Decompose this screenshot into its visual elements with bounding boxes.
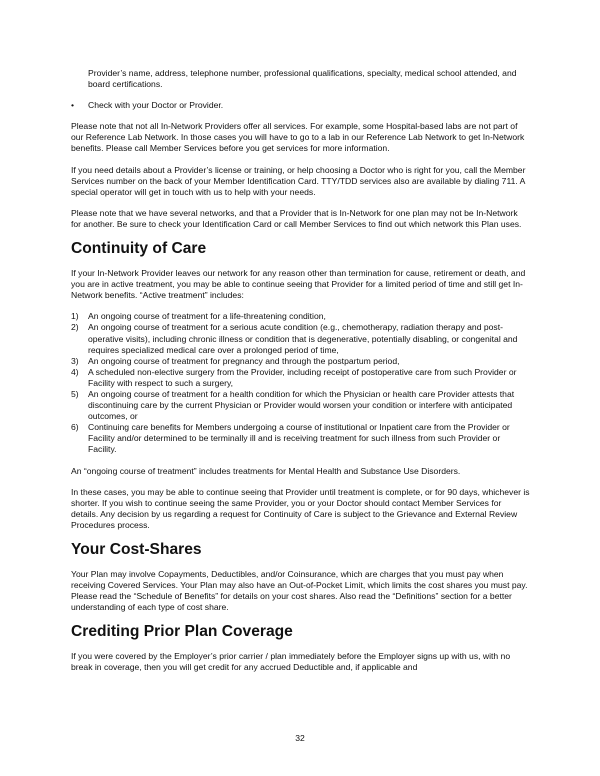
list-item [71,422,530,455]
document-page [71,68,530,684]
paragraph-continuity-intro: If your In-Network Provider leaves our network for any reason other than termination for cause, retirement or death, and you are in active treatment, you may be able to continue seeing that Provider for a limited period of time and still get In-Network benefits. “Active treatment” includes: [71,268,526,301]
list-item-text: An ongoing course of treatment for a life-threatening condition, [88,311,326,322]
list-item-text: An ongoing course of treatment for a serious acute condition (e.g., chemotherapy, radiation therapy and post-operative visits), including chronic illness or condition that is degenerative, potentially disabling, or congenital and requires specialized medical care over a prolonged period of time, [88,322,518,355]
list-item-text: An ongoing course of treatment for a health condition for which the Physician or health care Provider attests that discontinuing care by the current Physician or Provider would worsen your condition or interfere with anticipated outcomes, or [88,388,515,422]
page-number: 32 [295,733,305,743]
paragraph-continuity-closing: In these cases, you may be able to continue seeing that Provider until treatment is complete, or for 90 days, whichever is shorter. If you wish to continue seeing the same Provider, you or your Doctor should contact Member Services for details. Any decision by us regarding a request for Continuity of Care is subject to the Grievance and External Review Procedures process. [71,486,530,530]
active-treatment-list [71,311,530,455]
list-item [71,322,530,355]
heading-continuity-of-care: Continuity of Care [71,240,207,258]
list-number: 4) [71,366,79,377]
list-number: 5) [71,388,79,399]
paragraph-provider-details: If you need details about a Provider’s license or training, or help choosing a Doctor who is right for you, call the Member Services number on the back of your Member Identification Card. TTY/TDD services also are available by dialing 711. A special operator will get in touch with us to help with your needs. [71,164,526,197]
provider-details-continuation: Provider’s name, address, telephone number, professional qualifications, specialty, medical school attended, and board certifications. [88,68,517,90]
bullet-item [71,100,530,111]
paragraph-lab-network: Please note that not all In-Network Providers offer all services. For example, some Hospital-based labs are not part of our Reference Lab Network. In those cases you will have to go to a lab in our Reference Lab Network to get In-Network benefits. Please call Member Services before you get services for more information. [71,121,525,154]
paragraph-crediting: If you were covered by the Employer’s prior carrier / plan immediately before the Employer signs up with us, with no break in coverage, then you will get credit for any accrued Deductible and, if applicable and [71,651,511,673]
list-number: 2) [71,322,79,333]
list-number: 1) [71,311,79,322]
paragraph-networks: Please note that we have several networks, and that a Provider that is In-Network for one plan may not be In-Network for another. Be sure to check your Identification Card or call Member Services to find out which network this Plan uses. [71,207,522,229]
list-item [71,389,530,422]
list-item [71,311,530,322]
list-item-text: Continuing care benefits for Members undergoing a course of institutional or Inpatient care from the Provider or Facility and/or determined to be terminally ill and is receiving treatment for such illness from such Provider or Facility. [88,422,510,455]
heading-crediting-prior-coverage: Crediting Prior Plan Coverage [71,623,293,641]
bullet-text: Check with your Doctor or Provider. [88,100,224,111]
list-item-text: A scheduled non-elective surgery from the Provider, including receipt of postoperative care from such Provider or Facility with respect to such a surgery, [88,366,517,388]
paragraph-cost-shares: Your Plan may involve Copayments, Deductibles, and/or Coinsurance, which are charges that you must pay when receiving Covered Services. Your Plan may also have an Out-of-Pocket Limit, which limits the cost shares you must pay. Please read the “Schedule of Benefits” for details on your cost shares. Also read the “Definitions” section for a better understanding of each type of cost share. [71,569,528,613]
paragraph-ongoing-treatment-note: An “ongoing course of treatment” includes treatments for Mental Health and Substance Use Disorders. [71,465,461,476]
heading-cost-shares: Your Cost-Shares [71,541,202,558]
list-number: 3) [71,355,79,366]
list-item-text: An ongoing course of treatment for pregnancy and through the postpartum period, [88,355,400,366]
list-item [71,367,530,389]
list-number: 6) [71,422,79,433]
bullet-icon: • [71,100,75,111]
list-item [71,356,530,367]
